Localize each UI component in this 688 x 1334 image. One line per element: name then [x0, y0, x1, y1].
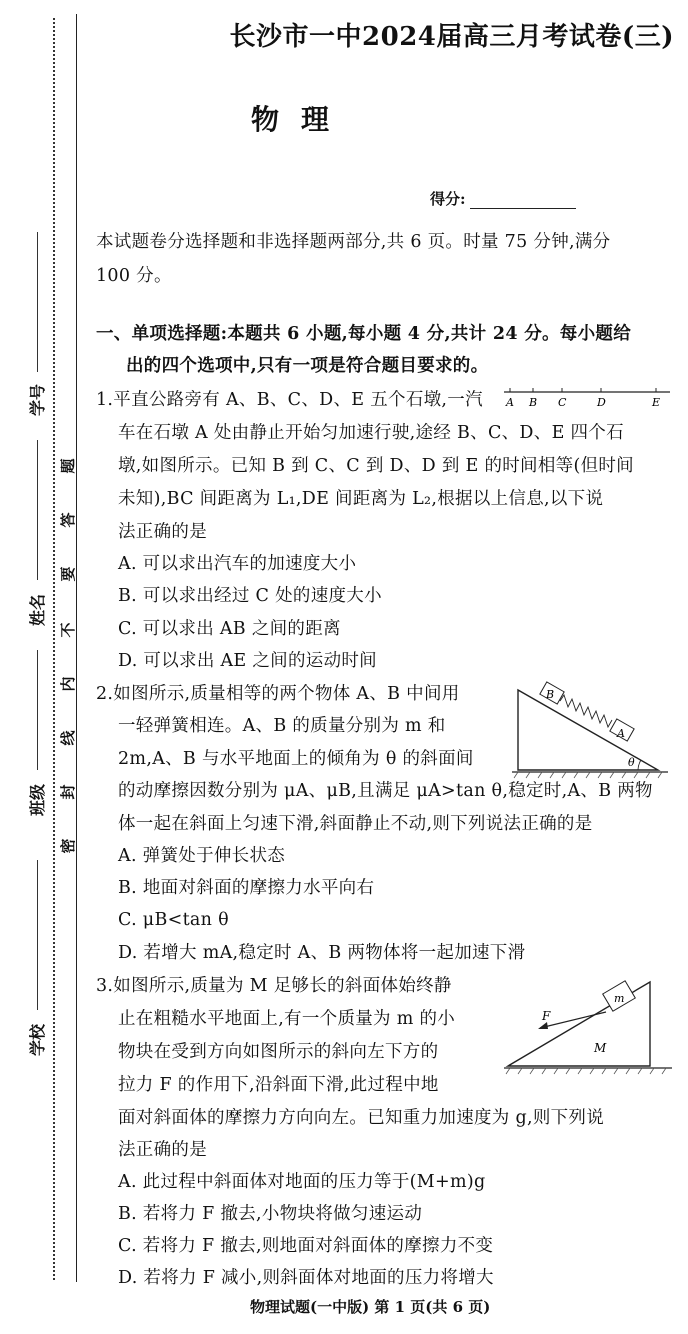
q3-option-c: C. 若将力 F 撤去,则地面对斜面体的摩擦力不变: [118, 1236, 494, 1256]
wedge-label: M: [594, 1041, 607, 1055]
q3-option-a: A. 此过程中斜面体对地面的压力等于(M+m)g: [118, 1172, 486, 1192]
fig-label-e: E: [652, 396, 661, 409]
binding-margin: [0, 0, 82, 1334]
incline: [518, 690, 658, 770]
seal-char: 封: [59, 784, 77, 800]
q2-stem-line-5: 体一起在斜面上匀速下滑,斜面静止不动,则下列说法正确的是: [118, 814, 593, 834]
q3-stem-line-2: 止在粗糙水平地面上,有一个质量为 m 的小: [118, 1009, 456, 1029]
q3-option-b: B. 若将力 F 撤去,小物块将做匀速运动: [118, 1204, 423, 1224]
angle-label: θ: [628, 756, 635, 769]
school-label: 学校: [28, 1024, 47, 1057]
q2-option-b: B. 地面对斜面的摩擦力水平向右: [118, 878, 375, 898]
block-b-label: B: [546, 688, 555, 701]
q1-option-c: C. 可以求出 AB 之间的距离: [118, 619, 341, 639]
q3-figure: [502, 976, 674, 1080]
q1-stem-line-4: 未知),BC 间距离为 L₁,DE 间距离为 L₂,根据以上信息,以下说: [118, 489, 604, 509]
q3-stem-line-6: 法正确的是: [118, 1140, 207, 1160]
fig-label-d: D: [597, 396, 606, 409]
student-id-field[interactable]: [37, 232, 38, 372]
score-label: 得分:: [430, 190, 466, 208]
q2-stem-line-1: 2.如图所示,质量相等的两个物体 A、B 中间用: [96, 684, 460, 704]
q2-option-c: C. μB<tan θ: [118, 910, 229, 930]
q3-stem-line-3: 物块在受到方向如图所示的斜向左下方的: [118, 1042, 439, 1062]
q1-stem-line-5: 法正确的是: [118, 522, 207, 542]
seal-char: 题: [59, 458, 77, 474]
q2-stem-line-4: 的动摩擦因数分别为 μA、μB,且满足 μA>tan θ,稳定时,A、B 两物: [118, 781, 653, 801]
q2-option-d: D. 若增大 mA,稳定时 A、B 两物体将一起加速下滑: [118, 943, 526, 963]
class-label: 班级: [28, 784, 47, 817]
ground-hatch: [506, 1068, 666, 1074]
name-field[interactable]: [37, 440, 38, 580]
seal-char: 内: [59, 676, 77, 692]
q1-figure: [500, 382, 674, 412]
exam-title: 长沙市一中2024届高三月考试卷(三): [229, 22, 674, 52]
student-id-label: 学号: [28, 384, 47, 417]
q3-stem-line-5: 面对斜面体的摩擦力方向向左。已知重力加速度为 g,则下列说: [118, 1108, 605, 1128]
seal-char: 答: [59, 512, 77, 528]
q1-option-d: D. 可以求出 AE 之间的运动时间: [118, 651, 377, 671]
section-heading-line-1: 一、单项选择题:本题共 6 小题,每小题 4 分,共计 24 分。每小题给: [96, 324, 632, 344]
q3-stem-line-4: 拉力 F 的作用下,沿斜面下滑,此过程中地: [118, 1075, 439, 1095]
score-field[interactable]: [470, 190, 576, 209]
fig-label-c: C: [558, 396, 567, 409]
school-field[interactable]: [37, 860, 38, 1010]
q1-stem-line-1: 1.平直公路旁有 A、B、C、D、E 五个石墩,一汽: [96, 390, 483, 410]
page-footer: 物理试题(一中版) 第 1 页(共 6 页): [250, 1298, 491, 1316]
seal-char: 不: [59, 622, 77, 638]
q2-option-a: A. 弹簧处于伸长状态: [118, 846, 286, 866]
q2-stem-line-3: 2m,A、B 与水平地面上的倾角为 θ 的斜面间: [118, 749, 474, 769]
angle-arc: [638, 760, 641, 770]
q2-stem-line-2: 一轻弹簧相连。A、B 的质量分别为 m 和: [118, 716, 446, 736]
fig-label-b: B: [529, 396, 538, 409]
force-arrowhead: [538, 1022, 548, 1029]
section-heading-line-2: 出的四个选项中,只有一项是符合题目要求的。: [126, 356, 489, 376]
intro-line-2: 100 分。: [96, 266, 172, 286]
q1-option-b: B. 可以求出经过 C 处的速度大小: [118, 586, 382, 606]
seal-char: 线: [59, 730, 77, 746]
block-m-label: m: [614, 992, 625, 1005]
spring: [560, 695, 612, 727]
q2-figure: [508, 680, 672, 780]
score-box: [430, 188, 576, 209]
seal-char: 要: [59, 566, 77, 582]
subject-title: 物理: [250, 103, 351, 136]
q1-option-a: A. 可以求出汽车的加速度大小: [118, 554, 357, 574]
q3-stem-line-1: 3.如图所示,质量为 M 足够长的斜面体始终静: [96, 976, 452, 996]
name-label: 姓名: [28, 594, 47, 627]
intro-line-1: 本试题卷分选择题和非选择题两部分,共 6 页。时量 75 分钟,满分: [96, 232, 611, 252]
q1-stem-line-3: 墩,如图所示。已知 B 到 C、C 到 D、D 到 E 的时间相等(但时间: [118, 456, 634, 476]
q1-stem-line-2: 车在石墩 A 处由静止开始匀加速行驶,途经 B、C、D、E 四个石: [118, 423, 624, 443]
seal-char: 密: [59, 838, 77, 854]
q3-option-d: D. 若将力 F 减小,则斜面体对地面的压力将增大: [118, 1268, 494, 1288]
class-field[interactable]: [37, 650, 38, 770]
force-label: F: [542, 1009, 551, 1023]
fig-label-a: A: [506, 396, 514, 409]
block-a-label: A: [617, 727, 625, 740]
